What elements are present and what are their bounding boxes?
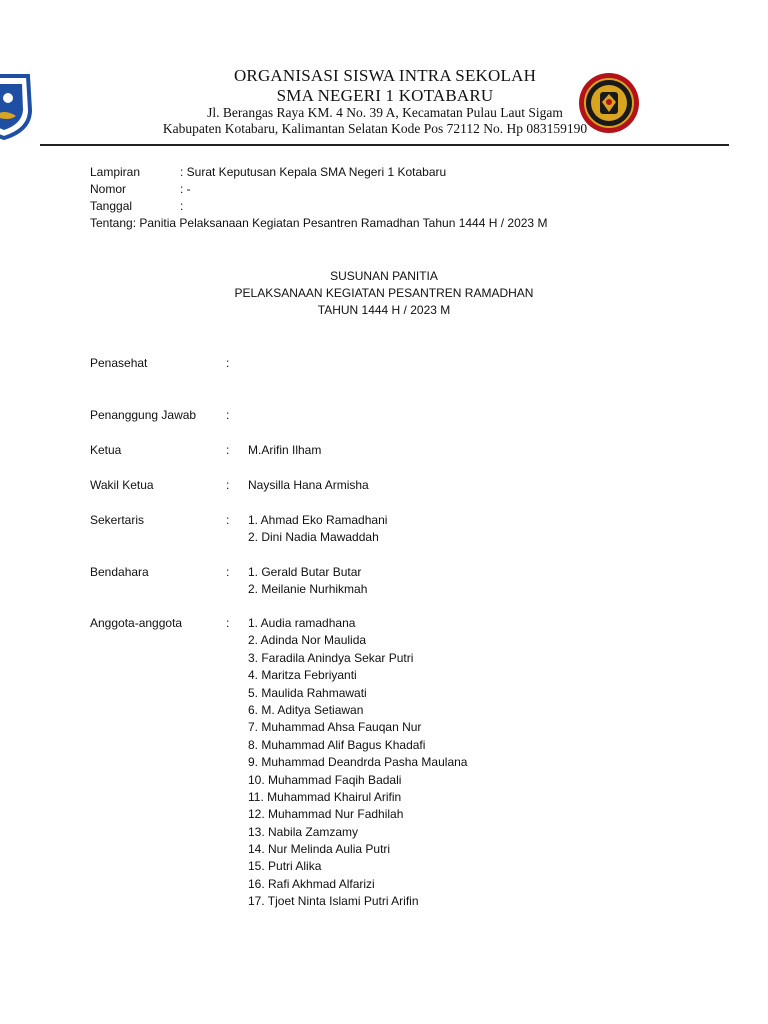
anggota-colon: : (226, 616, 230, 630)
ketua-label: Ketua (90, 443, 122, 457)
lampiran-value: : Surat Keputusan Kepala SMA Negeri 1 Kotabaru (180, 165, 447, 179)
document-title-line-3: TAHUN 1444 H / 2023 M (317, 303, 451, 317)
lampiran-label: Lampiran (90, 165, 141, 179)
list-item: 4. Maritza Febriyanti (248, 668, 357, 683)
org-name: ORGANISASI SISWA INTRA SEKOLAH (233, 66, 537, 85)
school-name: SMA NEGERI 1 KOTABARU (276, 86, 494, 105)
list-item: 9. Muhammad Deandrda Pasha Maulana (248, 755, 468, 770)
ketua-value: M.Arifin Ilham (248, 443, 322, 457)
document-title-line-1: SUSUNAN PANITIA (330, 269, 438, 283)
sekertaris-label: Sekertaris (90, 513, 145, 527)
tentang-row: Tentang: Panitia Pelaksanaan Kegiatan Pesantren Ramadhan Tahun 1444 H / 2023 M (90, 216, 548, 230)
wakil-ketua-label: Wakil Ketua (90, 478, 154, 492)
list-item: 2. Adinda Nor Maulida (248, 633, 367, 648)
list-item: 13. Nabila Zamzamy (248, 824, 359, 839)
list-item: 17. Tjoet Ninta Islami Putri Arifin (248, 894, 419, 909)
list-item: 12. Muhammad Nur Fadhilah (248, 807, 404, 822)
list-item: 15. Putri Alika (248, 859, 322, 874)
header-divider (40, 144, 729, 146)
list-item: 5. Maulida Rahmawati (248, 685, 367, 700)
list-item: 1. Audia ramadhana (248, 616, 356, 630)
penasehat-colon: : (226, 356, 230, 370)
list-item: 16. Rafi Akhmad Alfarizi (248, 876, 375, 891)
address-line-1: Jl. Berangas Raya KM. 4 No. 39 A, Kecamatan Pulau Laut Sigam (207, 105, 563, 120)
bendahara-value-2: 2. Meilanie Nurhikmah (248, 582, 368, 596)
penasehat-label: Penasehat (90, 356, 148, 370)
list-item: 8. Muhammad Alif Bagus Khadafi (248, 737, 426, 752)
list-item: 11. Muhammad Khairul Arifin (248, 789, 402, 804)
nomor-value: : - (180, 182, 191, 196)
wakil-ketua-value: Naysilla Hana Armisha (248, 478, 369, 492)
list-item: 7. Muhammad Ahsa Fauqan Nur (248, 720, 422, 735)
nomor-label: Nomor (90, 182, 127, 196)
sekertaris-colon: : (226, 513, 230, 527)
sekertaris-value-1: 1. Ahmad Eko Ramadhani (248, 513, 388, 527)
bendahara-label: Bendahara (90, 565, 149, 579)
tanggal-row (90, 199, 183, 213)
list-item: 3. Faradila Anindya Sekar Putri (248, 650, 414, 665)
ketua-colon: : (226, 443, 230, 457)
address-line-2: Kabupaten Kotabaru, Kalimantan Selatan Kode Pos 72112 No. Hp 083159190 (162, 121, 588, 136)
bendahara-colon: : (226, 565, 230, 579)
wakil-ketua-colon: : (226, 478, 230, 492)
anggota-label: Anggota-anggota (90, 616, 183, 630)
sekertaris-value-2: 2. Dini Nadia Mawaddah (248, 530, 379, 544)
tanggal-label: Tanggal (90, 199, 133, 213)
regional-emblem-icon (0, 70, 34, 140)
nomor-row (90, 182, 191, 196)
lampiran-row (90, 165, 446, 179)
list-item: 10. Muhammad Faqih Badali (248, 772, 402, 787)
bendahara-value-1: 1. Gerald Butar Butar (248, 565, 362, 579)
penanggung-jawab-colon: : (226, 408, 230, 422)
document-title-line-2: PELAKSANAAN KEGIATAN PESANTREN RAMADHAN (234, 286, 534, 300)
tanggal-value: : (180, 199, 184, 213)
list-item: 14. Nur Melinda Aulia Putri (248, 842, 391, 857)
list-item: 6. M. Aditya Setiawan (248, 702, 364, 717)
penanggung-jawab-label: Penanggung Jawab (90, 408, 197, 422)
anggota-list (248, 616, 467, 912)
